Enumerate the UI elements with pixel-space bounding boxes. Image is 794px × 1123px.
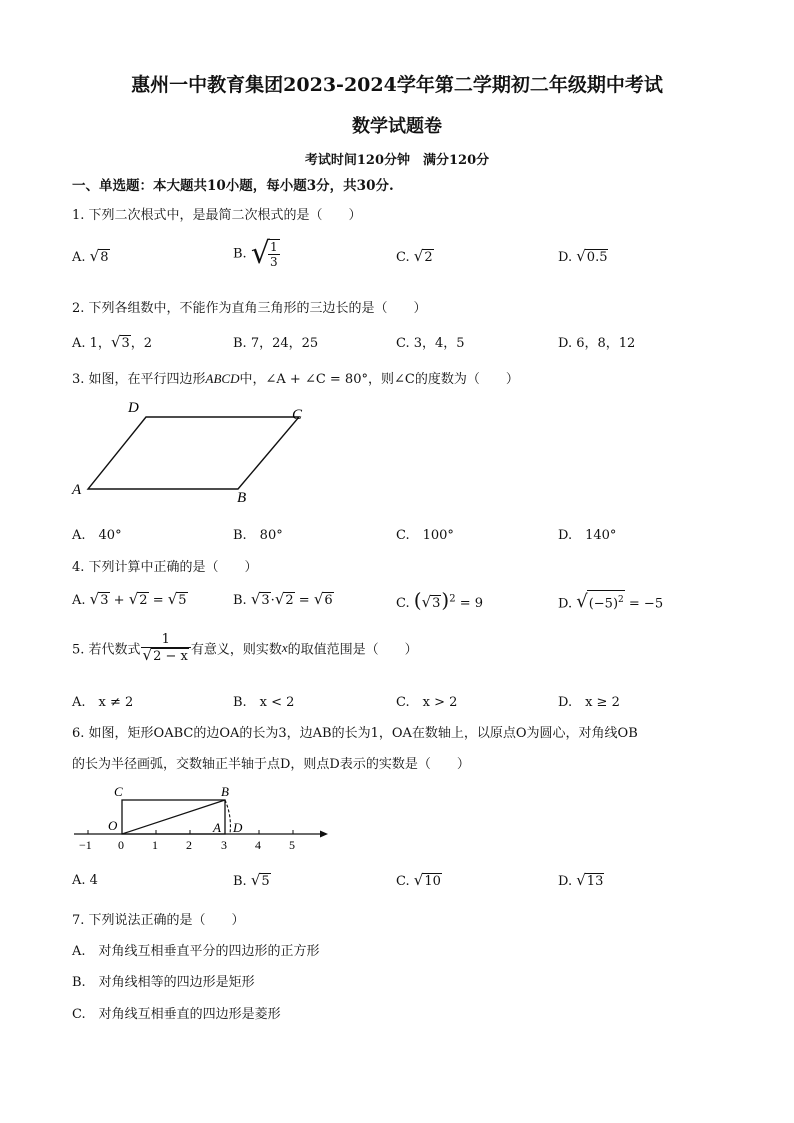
tick-label: 3 [221, 838, 227, 852]
q2-option-b: B. 7，24，25 [233, 336, 319, 351]
question-6-stem-line2: 的长为半径画弧，交数轴正半轴于点D，则点D表示的实数是（ ） [72, 757, 470, 772]
question-7-stem: 7. 下列说法正确的是（ ） [72, 913, 245, 928]
q3-option-c: C. 100° [396, 528, 454, 543]
parallelogram-abcd [88, 417, 299, 489]
exam-title: 惠州一中教育集团2023-2024学年第二学期初二年级期中考试 [131, 74, 663, 96]
tick-label: 0 [118, 838, 124, 852]
q5-option-a: A. x ≠ 2 [72, 695, 134, 710]
q3-option-a: A. 40° [72, 528, 122, 543]
q6-option-c: C. √10 [396, 871, 441, 889]
q1-option-b: B. √ $\frac{1}{3}$ [233, 236, 278, 271]
tick-label: 2 [186, 838, 192, 852]
tick-label: 1 [152, 838, 158, 852]
q6-option-d: D. √13 [558, 871, 604, 889]
label-b: B [237, 490, 247, 506]
q2-option-d: D. 6，8，12 [558, 336, 636, 351]
question-3-stem: 3. 如图，在平行四边形ABCD中，∠A + ∠C = 80°，则∠C的度数为（ ） [72, 371, 519, 387]
label-a: A [72, 482, 82, 498]
diagonal-ob [122, 800, 225, 834]
label-o: O [108, 818, 118, 833]
label-a: A [213, 820, 221, 835]
q6-option-a: A. 4 [72, 873, 98, 888]
question-6-stem-line1: 6. 如图，矩形OABC的边OA的长为3，边AB的长为1，OA在数轴上，以原点O为圆心，对角线OB [72, 726, 638, 741]
q1-option-c: C. √2 [396, 247, 433, 265]
label-d: D [233, 820, 243, 835]
arc-bd [225, 800, 230, 834]
q7-option-b: B. 对角线相等的四边形是矩形 [72, 975, 255, 990]
question-1-stem: 1. 下列二次根式中，是最简二次根式的是（ ） [72, 208, 362, 223]
q4-option-b: B. √3·√2 = √6 [233, 590, 333, 608]
q3-option-d: D. 140° [558, 528, 617, 543]
q5-option-d: D. x ≥ 2 [558, 695, 620, 710]
q2-option-c: C. 3，4，5 [396, 336, 465, 351]
axis-arrow [320, 831, 328, 838]
question-2-stem: 2. 下列各组数中，不能作为直角三角形的三边长的是（ ） [72, 301, 427, 316]
q3-option-b: B. 80° [233, 528, 283, 543]
q4-option-a: A. √3 + √2 = √5 [72, 590, 187, 608]
question-4-stem: 4. 下列计算中正确的是（ ） [72, 560, 258, 575]
q6-option-b: B. √5 [233, 871, 270, 889]
q2-option-a: A. 1，√3，2 [72, 333, 153, 351]
parallelogram-figure [66, 396, 316, 506]
section-heading: 一、单选题：本大题共10小题，每小题3分，共30分. [72, 178, 394, 194]
tick-label: 4 [255, 838, 261, 852]
tick-label: 5 [289, 838, 295, 852]
number-line-figure [70, 780, 332, 852]
exam-subtitle: 数学试题卷 [352, 116, 442, 137]
q4-option-c: C. $(√3)^2 = 9$ [396, 588, 484, 612]
label-c: C [292, 407, 303, 423]
q1-option-d: D. √0.5 [558, 247, 608, 265]
q4-option-d: D. $√(-5)^2 = -5$ [558, 591, 664, 613]
q7-option-a: A. 对角线互相垂直平分的四边形的正方形 [72, 944, 320, 959]
q5-option-c: C. x > 2 [396, 695, 458, 710]
q1-option-a: A. √8 [72, 247, 109, 265]
label-c: C [114, 784, 123, 799]
q5-option-b: B. x < 2 [233, 695, 295, 710]
exam-info: 考试时间120分钟 满分120分 [304, 153, 490, 168]
label-b: B [221, 784, 229, 799]
tick-label: −1 [79, 838, 92, 852]
question-5-stem: 5. 若代数式 $\frac{1}{√2 - x}$ 有意义，则实数x的取值范围是（ ） [72, 632, 418, 664]
label-d: D [128, 400, 139, 416]
q7-option-c: C. 对角线互相垂直的四边形是菱形 [72, 1007, 281, 1022]
